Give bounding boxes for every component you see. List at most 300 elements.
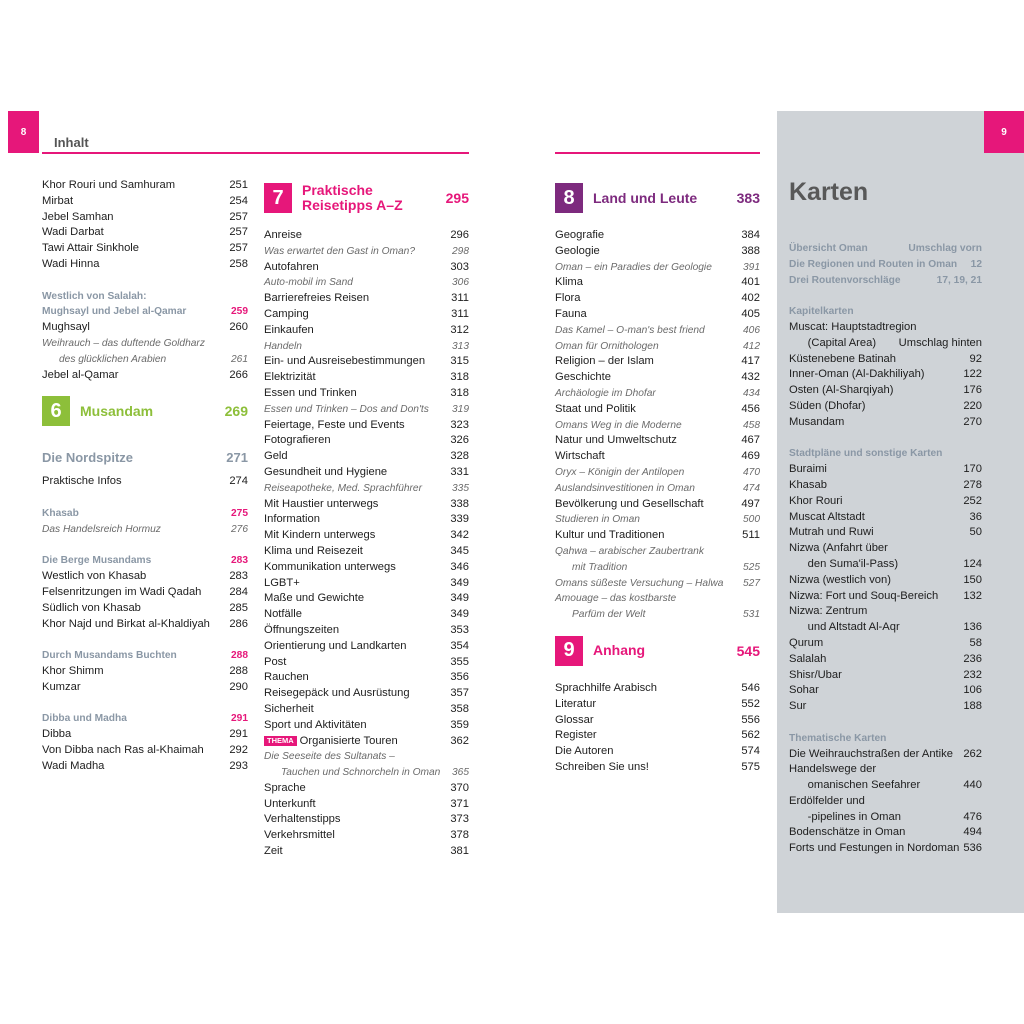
toc-entry[interactable] <box>555 512 760 528</box>
entry-page: 58 <box>969 636 982 649</box>
toc-entry[interactable] <box>555 576 760 592</box>
entry-title: Mughsayl <box>42 321 90 334</box>
entry-page: 285 <box>229 601 248 614</box>
entry-page: 106 <box>963 684 982 697</box>
entry-title: Nizwa (westlich von) <box>789 573 891 586</box>
entry-title: Natur und Umweltschutz <box>555 434 677 447</box>
toc-entry[interactable] <box>789 668 982 684</box>
entry-page: 278 <box>963 478 982 491</box>
entry-title: Geschichte <box>555 371 611 384</box>
entry-title: Khasab <box>789 478 827 491</box>
entry-page: 312 <box>450 323 469 336</box>
entry-page: 262 <box>963 747 982 760</box>
entry-page: 323 <box>450 418 469 431</box>
toc-entry[interactable] <box>555 681 760 697</box>
maps-title: Karten <box>789 178 869 206</box>
entry-title: Maße und Gewichte <box>264 592 365 605</box>
toc-entry[interactable] <box>789 352 982 368</box>
entry-title: Nizwa (Anfahrt über <box>789 542 888 555</box>
chapter-heading[interactable] <box>555 631 760 671</box>
toc-entry[interactable] <box>555 497 760 513</box>
chapter-number: 9 <box>555 636 583 666</box>
entry-title: Mirbat <box>42 194 74 207</box>
entry-title: und Altstadt Al-Aqr <box>789 621 900 634</box>
toc-entry[interactable] <box>555 291 760 307</box>
entry-title: Handeln <box>264 340 302 352</box>
entry-title: Amouage – das kostbarste <box>555 593 677 605</box>
entry-page: 236 <box>963 652 982 665</box>
toc-entry[interactable] <box>42 368 248 384</box>
section-heading[interactable] <box>789 731 982 747</box>
entry-title: -pipelines in Oman <box>789 810 901 823</box>
toc-entry[interactable] <box>42 474 248 490</box>
entry-page: 257 <box>229 242 248 255</box>
toc-entry[interactable] <box>264 623 469 639</box>
toc-entry[interactable] <box>789 683 982 699</box>
toc-entry[interactable] <box>264 718 469 734</box>
toc-entry[interactable] <box>42 569 248 585</box>
entry-title: Dibba <box>42 728 72 741</box>
entry-page: 313 <box>452 340 469 352</box>
entry-title: Parfüm der Welt <box>555 609 646 621</box>
toc-entry[interactable] <box>264 402 469 418</box>
entry-title: Sprachhilfe Arabisch <box>555 681 657 694</box>
toc-entry[interactable] <box>555 307 760 323</box>
toc-entry[interactable] <box>789 557 982 573</box>
toc-entry[interactable] <box>789 462 982 478</box>
entry-page: 434 <box>743 387 760 399</box>
entry-page: 220 <box>963 399 982 412</box>
toc-entry[interactable] <box>789 494 982 510</box>
toc-entry[interactable] <box>42 617 248 633</box>
entry-page: 476 <box>963 810 982 823</box>
toc-entry[interactable] <box>42 210 248 226</box>
toc-entry[interactable] <box>264 307 469 323</box>
entry-title: Archäologie im Dhofar <box>555 387 656 399</box>
toc-entry[interactable] <box>42 680 248 696</box>
chapter-heading[interactable] <box>42 391 248 431</box>
chapter-heading[interactable] <box>264 178 469 218</box>
entry-title: Muscat: Hauptstadtregion <box>789 320 917 333</box>
toc-entry[interactable] <box>264 655 469 671</box>
entry-title: omanischen Seefahrer <box>789 779 921 792</box>
toc-entry[interactable] <box>264 339 469 355</box>
toc-entry[interactable] <box>264 765 469 781</box>
toc-entry[interactable] <box>264 591 469 607</box>
maps-column <box>789 241 982 857</box>
entry-page: 311 <box>451 307 469 320</box>
entry-title: Öffnungszeiten <box>264 623 340 636</box>
entry-title: Gesundheit und Hygiene <box>264 465 388 478</box>
toc-entry[interactable] <box>555 744 760 760</box>
entry-page: 291 <box>229 728 248 741</box>
entry-title: Studieren in Oman <box>555 514 640 526</box>
entry-title: Dibba und Madha <box>42 713 127 725</box>
toc-entry[interactable] <box>789 747 982 763</box>
entry-page: 349 <box>450 608 469 621</box>
toc-entry[interactable] <box>789 604 982 620</box>
entry-page: 345 <box>450 544 469 557</box>
toc-entry[interactable] <box>555 386 760 402</box>
toc-entry[interactable] <box>264 323 469 339</box>
entry-page: 355 <box>450 655 469 668</box>
toc-entry[interactable] <box>555 370 760 386</box>
spacer <box>789 715 982 731</box>
toc-entry[interactable] <box>42 257 248 273</box>
toc-entry[interactable] <box>42 320 248 336</box>
entry-title: Auslandsinvestitionen in Oman <box>555 482 695 494</box>
entry-page: 412 <box>743 340 760 352</box>
entry-title: Wadi Darbat <box>42 226 104 239</box>
entry-page: 275 <box>231 507 248 519</box>
entry-page: 276 <box>231 523 248 535</box>
entry-title: Khor Shimm <box>42 664 104 677</box>
entry-page: 132 <box>963 589 982 602</box>
toc-entry[interactable] <box>789 367 982 383</box>
toc-entry[interactable] <box>264 607 469 623</box>
toc-entry[interactable] <box>555 697 760 713</box>
toc-entry[interactable] <box>789 778 982 794</box>
toc-entry[interactable] <box>555 339 760 355</box>
entry-page: 469 <box>741 450 760 463</box>
entry-page: 176 <box>963 384 982 397</box>
toc-entry[interactable] <box>264 702 469 718</box>
toc-entry[interactable] <box>264 497 469 513</box>
toc-entry[interactable] <box>789 415 982 431</box>
entry-title: Klima und Reisezeit <box>264 544 363 557</box>
toc-entry[interactable] <box>42 585 248 601</box>
entry-title: mit Tradition <box>555 561 628 573</box>
entry-title: Übersicht Oman <box>789 243 868 254</box>
toc-entry[interactable] <box>555 465 760 481</box>
toc-entry[interactable] <box>264 781 469 797</box>
entry-title: Handelswege der <box>789 763 877 776</box>
toc-entry[interactable] <box>555 228 760 244</box>
toc-entry[interactable] <box>264 228 469 244</box>
entry-title: Musandam <box>789 415 845 428</box>
entry-page: 232 <box>963 668 982 681</box>
toc-entry[interactable] <box>264 291 469 307</box>
toc-entry[interactable] <box>42 601 248 617</box>
chapter-number: 6 <box>42 396 70 426</box>
entry-page: 370 <box>450 781 469 794</box>
toc-entry[interactable] <box>555 402 760 418</box>
toc-entry[interactable] <box>555 354 760 370</box>
entry-title: den Suma'il-Pass) <box>789 557 899 570</box>
entry-title: Barrierefreies Reisen <box>264 292 370 305</box>
entry-page: 270 <box>963 415 982 428</box>
toc-entry[interactable] <box>555 418 760 434</box>
entry-page: 261 <box>231 353 248 365</box>
toc-column-1 <box>42 178 248 775</box>
entry-title: Post <box>264 655 287 668</box>
toc-entry[interactable] <box>555 481 760 497</box>
entry-title: Religion – der Islam <box>555 355 654 368</box>
entry-title: Süden (Dhofar) <box>789 399 866 412</box>
toc-entry[interactable] <box>42 241 248 257</box>
entry-title: Flora <box>555 292 581 305</box>
toc-entry[interactable] <box>264 734 469 750</box>
entry-title: Die Nordspitze <box>42 450 134 466</box>
entry-title: Omans süßeste Versuchung – Halwa <box>555 577 724 589</box>
toc-entry[interactable] <box>789 399 982 415</box>
entry-title: des glücklichen Arabien <box>42 353 167 365</box>
entry-page: 188 <box>963 700 982 713</box>
toc-entry[interactable] <box>264 481 469 497</box>
entry-title: Unterkunft <box>264 797 316 810</box>
toc-entry[interactable] <box>42 336 248 352</box>
entry-page: Umschlag vorn <box>908 243 982 254</box>
entry-page: 339 <box>450 513 469 526</box>
entry-title: Wirtschaft <box>555 450 605 463</box>
toc-entry[interactable] <box>264 370 469 386</box>
toc-entry[interactable] <box>789 320 982 336</box>
entry-title: Khasab <box>42 507 79 519</box>
toc-entry[interactable] <box>264 544 469 560</box>
entry-page: 17, 19, 21 <box>936 274 982 286</box>
entry-page: 150 <box>963 573 982 586</box>
toc-entry[interactable] <box>264 465 469 481</box>
toc-entry[interactable] <box>789 699 982 715</box>
toc-entry[interactable] <box>555 760 760 776</box>
toc-entry[interactable] <box>789 525 982 541</box>
entry-title: Die Regionen und Routen in Oman <box>789 258 958 270</box>
toc-entry[interactable] <box>264 812 469 828</box>
toc-entry[interactable] <box>264 560 469 576</box>
entry-page: 357 <box>450 687 469 700</box>
entry-title: Khor Najd und Birkat al-Khaldiyah <box>42 617 210 630</box>
entry-page: 254 <box>229 194 248 207</box>
entry-title: Shisr/Ubar <box>789 668 842 681</box>
entry-page: 356 <box>450 671 469 684</box>
section-heading[interactable] <box>789 304 982 320</box>
entry-title: Oman – ein Paradies der Geologie <box>555 261 712 273</box>
entry-title: Khor Rouri und Samhuram <box>42 179 176 191</box>
toc-entry[interactable] <box>555 528 760 544</box>
toc-entry[interactable] <box>42 352 248 368</box>
toc-entry[interactable] <box>789 762 982 778</box>
entry-title: Sprache <box>264 781 306 794</box>
entry-page: 456 <box>741 402 760 415</box>
entry-page: 346 <box>450 560 469 573</box>
chapter-heading[interactable] <box>555 178 760 218</box>
entry-title: Camping <box>264 307 309 320</box>
entry-page: 257 <box>229 210 248 223</box>
toc-entry[interactable] <box>264 528 469 544</box>
toc-entry[interactable] <box>789 841 982 857</box>
entry-title: Verhaltenstipps <box>264 813 341 826</box>
entry-title: Südlich von Khasab <box>42 601 141 614</box>
entry-page: 315 <box>450 355 469 368</box>
entry-title: Kumzar <box>42 680 81 693</box>
entry-page: 274 <box>229 475 248 488</box>
toc-entry[interactable] <box>264 418 469 434</box>
toc-entry[interactable] <box>555 244 760 260</box>
toc-entry[interactable] <box>42 225 248 241</box>
entry-page: 286 <box>229 617 248 630</box>
entry-page: 318 <box>450 371 469 384</box>
section-heading[interactable] <box>42 648 248 664</box>
toc-entry[interactable] <box>264 639 469 655</box>
section-heading[interactable] <box>42 506 248 522</box>
toc-entry[interactable] <box>555 275 760 291</box>
toc-entry[interactable] <box>555 449 760 465</box>
toc-entry[interactable] <box>264 354 469 370</box>
entry-title: Mit Kindern unterwegs <box>264 529 376 542</box>
entry-page: 260 <box>229 321 248 334</box>
toc-entry[interactable] <box>264 433 469 449</box>
section-heading[interactable] <box>789 241 982 257</box>
toc-entry[interactable] <box>42 194 248 210</box>
section-heading[interactable] <box>42 553 248 569</box>
entry-title: Geografie <box>555 229 605 241</box>
toc-entry[interactable] <box>789 620 982 636</box>
toc-entry[interactable] <box>42 743 248 759</box>
toc-entry[interactable] <box>264 449 469 465</box>
entry-page: 575 <box>741 760 760 773</box>
entry-page: 331 <box>450 465 469 478</box>
toc-entry[interactable] <box>264 244 469 260</box>
toc-entry[interactable] <box>42 522 248 538</box>
entry-title: Ein- und Ausreisebestimmungen <box>264 355 426 368</box>
toc-entry[interactable] <box>789 541 982 557</box>
entry-title: (Capital Area) <box>789 336 877 349</box>
toc-entry[interactable] <box>555 591 760 607</box>
entry-page: 497 <box>741 497 760 510</box>
entry-page: 531 <box>743 609 760 621</box>
entry-title: Mughsayl und Jebel al-Qamar <box>42 306 187 318</box>
spacer <box>42 696 248 712</box>
toc-entry[interactable] <box>789 510 982 526</box>
entry-title: Fotografieren <box>264 434 331 447</box>
toc-entry[interactable] <box>555 260 760 276</box>
toc-entry[interactable] <box>555 560 760 576</box>
entry-page: 303 <box>450 260 469 273</box>
entry-title: Elektrizität <box>264 371 316 384</box>
toc-entry[interactable] <box>789 383 982 399</box>
section-heading[interactable] <box>42 289 248 305</box>
entry-page: 402 <box>741 292 760 305</box>
toc-entry[interactable] <box>264 260 469 276</box>
toc-entry[interactable] <box>789 810 982 826</box>
toc-entry[interactable] <box>264 512 469 528</box>
entry-title: Notfälle <box>264 608 302 621</box>
section-heading[interactable] <box>789 273 982 289</box>
entry-page: 562 <box>741 729 760 742</box>
entry-page: 293 <box>229 759 248 772</box>
entry-title: Kultur und Traditionen <box>555 529 665 542</box>
entry-title: Sport und Aktivitäten <box>264 718 367 731</box>
toc-entry[interactable] <box>264 686 469 702</box>
toc-entry[interactable] <box>264 828 469 844</box>
entry-page: 12 <box>970 258 982 270</box>
toc-entry[interactable] <box>42 178 248 194</box>
entry-page: 259 <box>231 306 248 318</box>
entry-title: Fauna <box>555 307 587 320</box>
entry-title: Verkehrsmittel <box>264 829 335 842</box>
entry-page: 527 <box>743 577 760 589</box>
toc-entry[interactable] <box>789 478 982 494</box>
entry-title: Die Autoren <box>555 745 614 758</box>
entry-title: Bevölkerung und Gesellschaft <box>555 497 704 510</box>
entry-page: 440 <box>963 779 982 792</box>
toc-entry[interactable] <box>789 825 982 841</box>
toc-entry[interactable] <box>789 336 982 352</box>
toc-entry[interactable] <box>555 607 760 623</box>
chapter-title: Musandam <box>80 402 154 419</box>
toc-entry[interactable] <box>264 749 469 765</box>
toc-entry[interactable] <box>264 797 469 813</box>
toc-entry[interactable] <box>555 544 760 560</box>
toc-entry[interactable] <box>555 713 760 729</box>
entry-page: 284 <box>229 585 248 598</box>
entry-page: 122 <box>963 368 982 381</box>
entry-page: 328 <box>450 450 469 463</box>
entry-page: 136 <box>963 621 982 634</box>
toc-entry[interactable] <box>789 794 982 810</box>
entry-title: Zeit <box>264 845 283 858</box>
entry-title: Das Handelsreich Hormuz <box>42 523 161 535</box>
entry-page: 371 <box>450 797 469 810</box>
entry-page: Umschlag hinten <box>898 336 982 349</box>
entry-page: 500 <box>743 514 760 526</box>
page-number-right: 9 <box>984 111 1024 153</box>
section-heading[interactable] <box>42 711 248 727</box>
entry-page: 536 <box>963 842 982 855</box>
toc-entry[interactable] <box>555 433 760 449</box>
entry-title: Schreiben Sie uns! <box>555 760 649 773</box>
toc-entry[interactable] <box>42 664 248 680</box>
toc-entry[interactable] <box>42 727 248 743</box>
entry-title: Westlich von Khasab <box>42 570 147 583</box>
toc-entry[interactable] <box>789 636 982 652</box>
toc-entry[interactable] <box>555 728 760 744</box>
entry-title: Durch Musandams Buchten <box>42 650 177 662</box>
toc-entry[interactable] <box>789 573 982 589</box>
section-heading[interactable] <box>42 304 248 320</box>
entry-page: 417 <box>741 355 760 368</box>
entry-page: 283 <box>229 570 248 583</box>
entry-title: Einkaufen <box>264 323 314 336</box>
toc-entry[interactable] <box>42 759 248 775</box>
entry-page: 124 <box>963 557 982 570</box>
toc-entry[interactable] <box>264 670 469 686</box>
toc-entry[interactable] <box>789 589 982 605</box>
section-heading[interactable] <box>42 441 248 474</box>
entry-title: Drei Routenvorschläge <box>789 274 901 286</box>
entry-page: 353 <box>450 623 469 636</box>
entry-title: Auto-mobil im Sand <box>264 277 353 289</box>
toc-entry[interactable] <box>264 844 469 860</box>
entry-title: Khor Rouri <box>789 494 843 507</box>
section-heading[interactable] <box>789 257 982 273</box>
toc-entry[interactable] <box>264 576 469 592</box>
entry-title: Jebel al-Qamar <box>42 368 119 381</box>
entry-page: 92 <box>969 352 982 365</box>
section-heading[interactable] <box>789 446 982 462</box>
toc-entry[interactable] <box>789 652 982 668</box>
toc-entry[interactable] <box>555 323 760 339</box>
chapter-title: Anhang <box>593 642 646 659</box>
entry-title: Erdölfelder und <box>789 794 865 807</box>
entry-title: Wadi Hinna <box>42 257 100 270</box>
entry-title: Sohar <box>789 684 819 697</box>
toc-entry[interactable] <box>264 386 469 402</box>
entry-title: Küstenebene Batinah <box>789 352 896 365</box>
entry-title: Das Kamel – O-man's best friend <box>555 324 705 336</box>
toc-entry[interactable] <box>264 275 469 291</box>
entry-title: Die Weihrauchstraßen der Antike <box>789 747 953 760</box>
